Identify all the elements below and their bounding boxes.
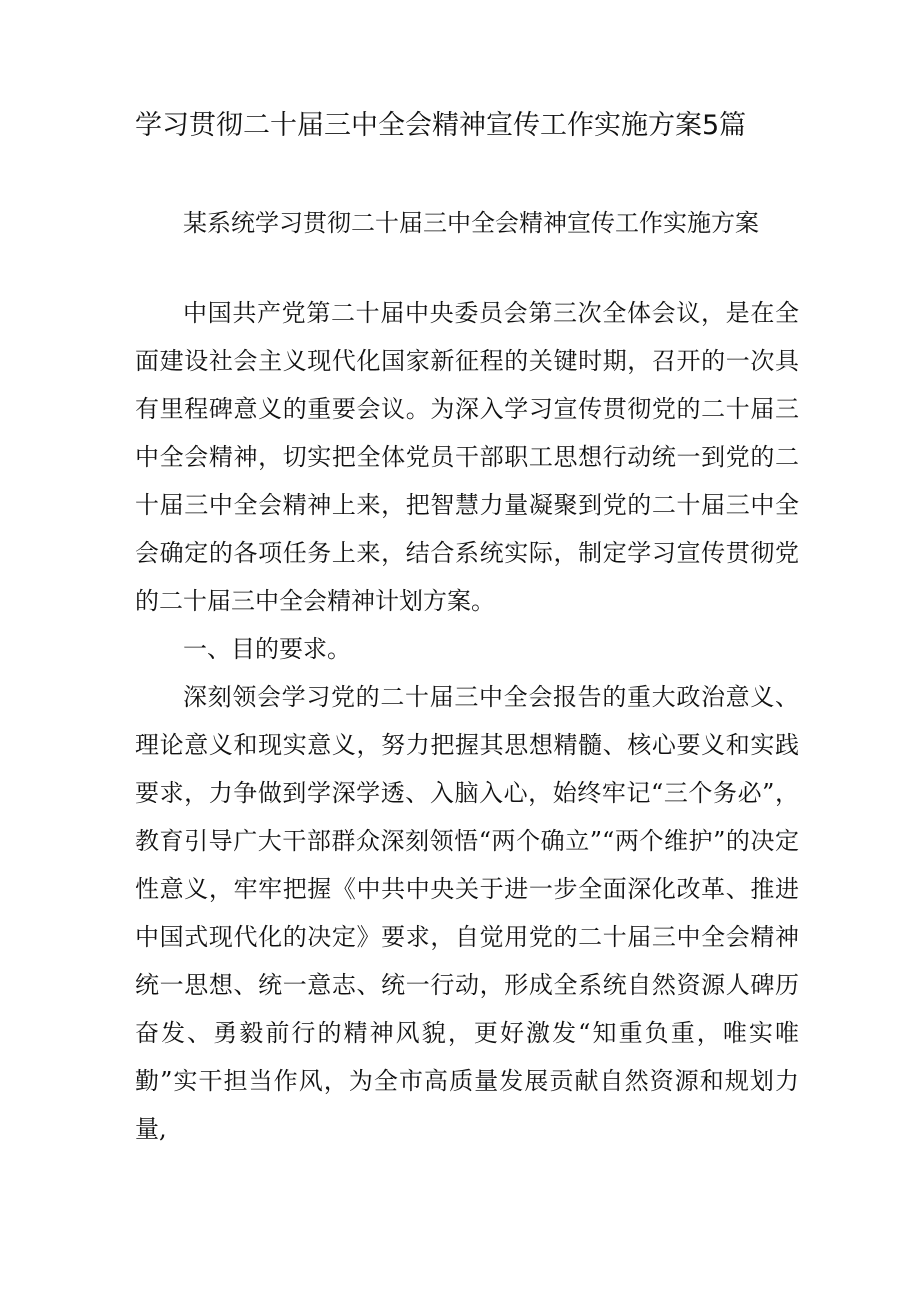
section-heading-purpose: 一、目的要求。 <box>183 635 351 663</box>
paragraph-purpose: 深刻领会学习党的二十届三中全会报告的重大政治意义、理论意义和现实意义，努力把握其思想精髓、核心要义和实践要求，力争做到学深学透、入脑入心，始终牢记“三个务必”，教育引导广大干部群众深刻领悟“两个确立”“两个维护”的决定性意义，牢牢把握《中共中央关于进一步全面深化改革、推进中国式现代化的决定》要求，自觉用党的二十届三中全会精神统一思想、统一意志、统一行动，形成全系统自然资源人碑历奋发、勇毅前行的精神风貌，更好激发“知重负重，唯实唯勤”实干担当作风，为全市高质量发展贡献自然资源和规划力量, <box>135 683 799 1143</box>
paragraph-intro: 中国共产党第二十届中央委员会第三次全体会议，是在全面建设社会主义现代化国家新征程的关键时期，召开的一次具有里程碑意义的重要会议。为深入学习宣传贯彻党的二十届三中全会精神，切实把全体党员干部职工思想行动统一到党的二十届三中全会精神上来，把智慧力量凝聚到党的二十届三中全会确定的各项任务上来，结合系统实际，制定学习宣传贯彻党的二十届三中全会精神计划方案。 <box>135 299 799 615</box>
document-subtitle: 某系统学习贯彻二十届三中全会精神宣传工作实施方案 <box>183 209 759 237</box>
document-body <box>135 289 799 1153</box>
document-title: 学习贯彻二十届三中全会精神宣传工作实施方案5篇 <box>135 110 747 141</box>
